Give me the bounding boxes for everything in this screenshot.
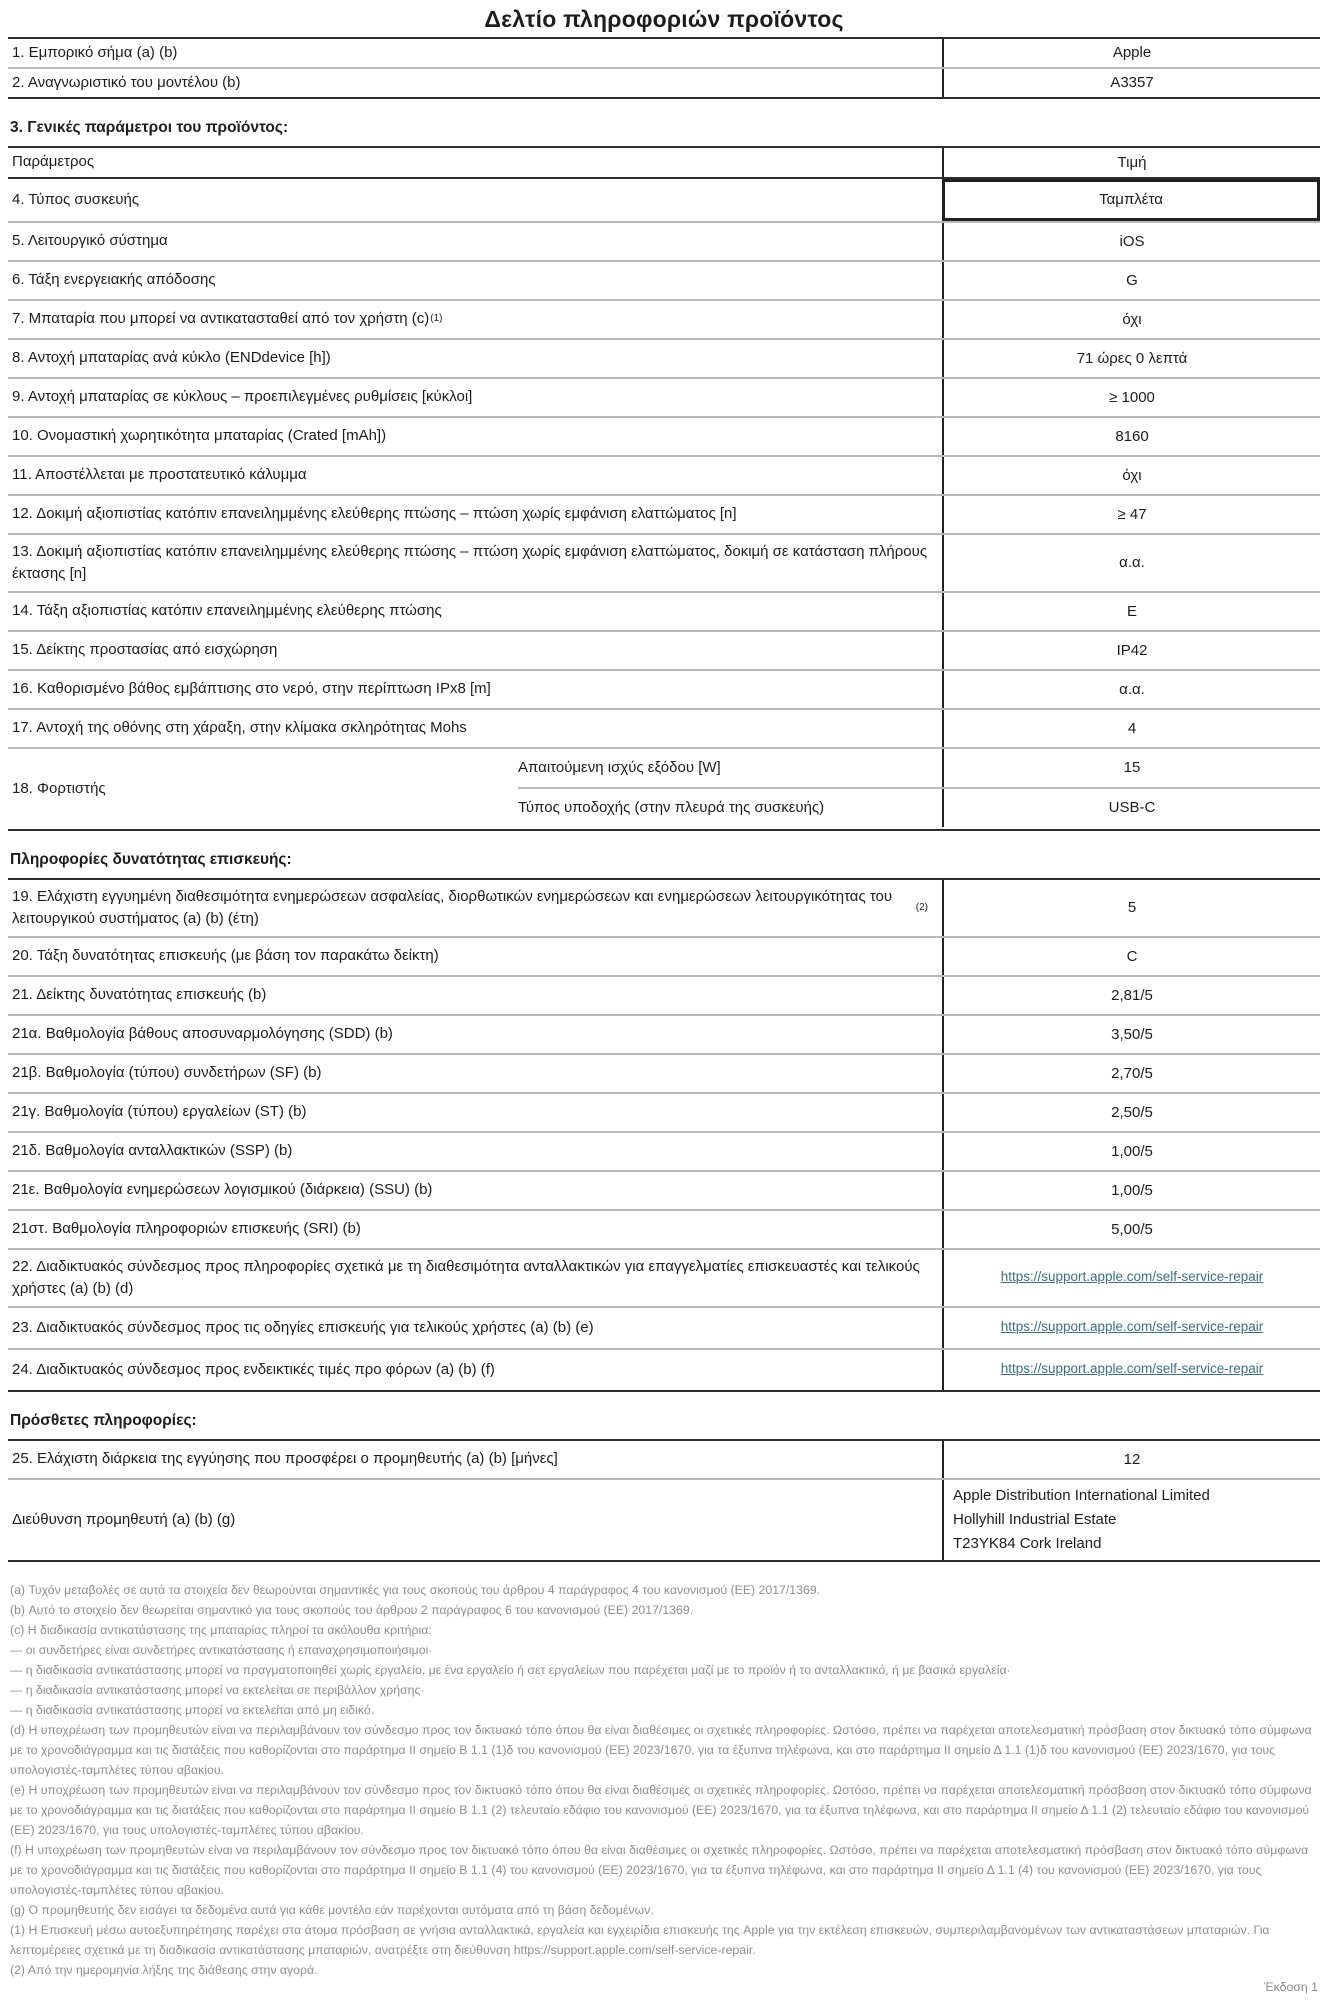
repairability-table: [8, 878, 1320, 1392]
row-label-text: 7. Μπαταρία που μπορεί να αντικατασταθεί από τον χρήστη (c): [12, 310, 430, 328]
row-value: 2,81/5: [942, 977, 1320, 1014]
table-row: [8, 591, 1320, 630]
address-line: T23YK84 Cork Ireland: [953, 1534, 1102, 1552]
row-label: 13. Δοκιμή αξιοπιστίας κατόπιν επανειλημμένης ελεύθερης πτώσης – πτώση χωρίς εμφάνιση ελαττώματος, δοκιμή σε κατάσταση πλήρους έκτασης [n]: [12, 542, 928, 582]
row-label: 21. Δείκτης δυνατότητας επισκευής (b): [12, 986, 267, 1004]
supplier-address: [942, 1480, 1320, 1560]
table-row: [8, 39, 1320, 67]
row-value: 3,50/5: [942, 1016, 1320, 1053]
row-value: iOS: [942, 223, 1320, 260]
row-label-text: 19. Ελάχιστη εγγυημένη διαθεσιμότητα ενημερώσεων ασφαλείας, διορθωτικών ενημερώσεων και ενημερώσεων λειτουργικότητας του λειτουργικού συστήματος (a) (b) (έτη): [12, 887, 893, 927]
row-value: [942, 1350, 1320, 1390]
device-type-value-box: Ταμπλέτα: [942, 179, 1320, 221]
column-header-parameter: Παράμετρος: [12, 153, 95, 171]
footnote-criterion: — η διαδικασία αντικατάστασης μπορεί να πραγματοποιηθεί χωρίς εργαλείο, με ένα εργαλείο ή σετ εργαλείων που παρέχεται μαζί με το προϊόν ή το ανταλλακτικό, ή με βασικά εργαλεία·: [10, 1662, 1011, 1677]
brand-model-table: [8, 37, 1320, 99]
row-label: 1. Εμπορικό σήμα (a) (b): [12, 44, 178, 61]
table-header-row: [8, 148, 1320, 179]
row-label: 11. Αποστέλλεται με προστατευτικό κάλυμμα: [12, 466, 307, 484]
row-value: 4: [942, 710, 1320, 747]
section-heading-general: 3. Γενικές παράμετροι του προϊόντος:: [10, 118, 289, 136]
table-row: [8, 708, 1320, 747]
row-label: 21δ. Βαθμολογία ανταλλακτικών (SSP) (b): [12, 1142, 293, 1160]
row-value: G: [942, 262, 1320, 299]
row-value: 1,00/5: [942, 1172, 1320, 1209]
footnote-criterion: — η διαδικασία αντικατάστασης μπορεί να εκτελείται από μη ειδικό.: [10, 1702, 375, 1717]
row-value: 8160: [942, 418, 1320, 455]
table-row: [8, 1209, 1320, 1248]
section-heading-additional: Πρόσθετες πληροφορίες:: [10, 1411, 197, 1429]
repair-instructions-link[interactable]: https://support.apple.com/self-service-repair: [1000, 1319, 1264, 1335]
row-label: 21γ. Βαθμολογία (τύπου) εργαλείων (ST) (b): [12, 1103, 307, 1121]
row-value: 5,00/5: [942, 1211, 1320, 1248]
supplier-address-lines: [953, 1484, 1210, 1556]
table-row: [8, 533, 1320, 591]
footnote: (g) Ο προμηθευτής δεν εισάγει τα δεδομένα αυτά για κάθε μοντέλο εάν παρέχονται αυτόματα από τη βάση δεδομένων.: [10, 1902, 654, 1917]
row-label: 25. Ελάχιστη διάρκεια της εγγύησης που προσφέρει ο προμηθευτής (a) (b) [μήνες]: [12, 1450, 558, 1468]
row-label: 21στ. Βαθμολογία πληροφοριών επισκευής (SRI) (b): [12, 1220, 361, 1238]
footnote: (c) Η διαδικασία αντικατάστασης της μπαταρίας πληροί τα ακόλουθα κριτήρια:: [10, 1622, 432, 1637]
table-row: [8, 221, 1320, 260]
table-row: [8, 1092, 1320, 1131]
table-row: [8, 299, 1320, 338]
footnote-criterion: — η διαδικασία αντικατάστασης μπορεί να εκτελείται σε περιβάλλον χρήσης·: [10, 1682, 425, 1697]
row-value: Apple: [942, 39, 1320, 67]
footnote: (b) Αυτό το στοιχείο δεν θεωρείται σημαντικό για τους σκοπούς του άρθρου 2 παράγραφος 6 του κανονισμού (ΕΕ) 2017/1369.: [10, 1602, 694, 1617]
row-value: όχι: [942, 457, 1320, 494]
row-label: 20. Τάξη δυνατότητας επισκευής (με βάση τον παρακάτω δείκτη): [12, 947, 439, 965]
row-value: 12: [942, 1441, 1320, 1478]
subrow-label: Τύπος υποδοχής (στην πλευρά της συσκευής): [518, 799, 825, 816]
address-line: Apple Distribution International Limited: [953, 1486, 1210, 1504]
row-label: 4. Τύπος συσκευής: [12, 190, 140, 208]
row-label: 12. Δοκιμή αξιοπιστίας κατόπιν επανειλημμένης ελεύθερης πτώσης – πτώση χωρίς εμφάνιση ελαττώματος [n]: [12, 505, 737, 523]
footnote: (d) Η υποχρέωση των προμηθευτών είναι να περιλαμβάνουν τον σύνδεσμο προς τον δικτυακό τόπο όπου θα είναι διαθέσιμες οι σχετικές πληροφορίες. Ωστόσο, πρέπει να παρέχεται αποτελεσματική πρόσβαση στον δικτυακό τόπο σύμφωνα με το χρονοδιάγραμμα και τις διατάξεις που καθορίζονται στο παράρτημα II σημείο B 1.1 (1)δ του κανονισμού (ΕΕ) 2023/1670, για τα έξυπνα τηλέφωνα, και στο παράρτημα II σημείο Δ 1.1 (1)δ του κανονισμού (ΕΕ) 2023/1670, για τους υπολογιστές-ταμπλέτες τύπου αβακίου.: [10, 1722, 1312, 1777]
table-row: [8, 630, 1320, 669]
row-label: 16. Καθορισμένο βάθος εμβάπτισης στο νερό, στην περίπτωση IPx8 [m]: [12, 680, 491, 698]
row-value: A3357: [942, 69, 1320, 97]
row-label: 6. Τάξη ενεργειακής απόδοσης: [12, 271, 216, 289]
row-label: 7. Μπαταρία που μπορεί να αντικατασταθεί από τον χρήστη (c) (1): [8, 301, 942, 338]
general-parameters-table: [8, 146, 1320, 831]
row-label: 5. Λειτουργικό σύστημα: [12, 232, 168, 250]
row-label: 2. Αναγνωριστικό του μοντέλου (b): [12, 73, 241, 91]
spare-parts-link[interactable]: https://support.apple.com/self-service-repair: [1000, 1269, 1264, 1285]
row-value: 5: [942, 880, 1320, 936]
footnote: (1) Η Επισκευή μέσω αυτοεξυπηρέτησης παρέχει στα άτομα πρόσβαση σε γνήσια ανταλλακτικά, εργαλεία και εγχειρίδια επισκευής της Apple για την εκτέλεση επισκευών, συμπεριλαμβανομένων των αντικαταστάσεων μπαταριών. Για λεπτομέρειες σχετικά με τη διαδικασία αντικατάστασης μπαταριών, ανατρέξτε στη διεύθυνση https://support.apple.com/self-service-repair.: [10, 1922, 1270, 1957]
table-row: [8, 1348, 1320, 1390]
footnote: (2) Από την ημερομηνία λήξης της διάθεσης στην αγορά.: [10, 1962, 318, 1977]
table-row: [8, 377, 1320, 416]
table-row: [8, 669, 1320, 708]
charger-subrow: [518, 749, 1320, 787]
row-label: 21α. Βαθμολογία βάθους αποσυναρμολόγησης (SDD) (b): [12, 1025, 393, 1043]
row-label: 23. Διαδικτυακός σύνδεσμος προς τις οδηγίες επισκευής για τελικούς χρήστες (a) (b) (e): [12, 1318, 594, 1336]
table-row: [8, 1170, 1320, 1209]
indicative-prices-link[interactable]: https://support.apple.com/self-service-repair: [1000, 1361, 1264, 1377]
charger-subrow: [518, 787, 1320, 827]
subrow-value: USB-C: [942, 789, 1320, 827]
row-label: 10. Ονομαστική χωρητικότητα μπαταρίας (Crated [mAh]): [12, 427, 387, 445]
table-row: [8, 975, 1320, 1014]
row-value: 71 ώρες 0 λεπτά: [942, 340, 1320, 377]
table-row: [8, 1014, 1320, 1053]
footnote: (a) Τυχόν μεταβολές σε αυτά τα στοιχεία δεν θεωρούνται σημαντικές για τους σκοπούς του άρθρου 4 παράγραφος 4 του κανονισμού (ΕΕ) 2017/1369.: [10, 1582, 821, 1597]
row-value: 1,00/5: [942, 1133, 1320, 1170]
footnote: (e) Η υποχρέωση των προμηθευτών είναι να περιλαμβάνουν τον σύνδεσμο προς τον δικτυακό τόπο όπου θα είναι διαθέσιμες οι σχετικές πληροφορίες. Ωστόσο, πρέπει να παρέχεται αποτελεσματική πρόσβαση στον δικτυακό τόπο σύμφωνα με το χρονοδιάγραμμα και τις διατάξεις που καθορίζονται στο παράρτημα II σημείο B 1.1 (2) τελευταίο εδάφιο του κανονισμού (ΕΕ) 2023/1670, για τα έξυπνα τηλέφωνα, και στο παράρτημα II σημείο Δ 1.1 (2) τελευταίο εδάφιο του κανονισμού (ΕΕ) 2023/1670, για τους υπολογιστές-ταμπλέτες τύπου αβακίου.: [10, 1782, 1312, 1837]
row-value: όχι: [942, 301, 1320, 338]
table-row: [8, 455, 1320, 494]
footnote: (f) Η υποχρέωση των προμηθευτών είναι να περιλαμβάνουν τον σύνδεσμο προς τον δικτυακό τόπο όπου θα είναι διαθέσιμες οι σχετικές πληροφορίες. Ωστόσο, πρέπει να παρέχεται αποτελεσματική πρόσβαση στον δικτυακό τόπο σύμφωνα με το χρονοδιάγραμμα και τις διατάξεις που καθορίζονται στο παράρτημα II σημείο B 1.1 (4) του κανονισμού (ΕΕ) 2023/1670, για τα έξυπνα τηλέφωνα, και στο παράρτημα II σημείο Δ 1.1 (4) του κανονισμού (ΕΕ) 2023/1670, για τους υπολογιστές-ταμπλέτες τύπου αβακίου.: [10, 1842, 1309, 1897]
row-value: [942, 1250, 1320, 1306]
table-row: [8, 1131, 1320, 1170]
row-value: α.α.: [942, 671, 1320, 708]
row-label: 19. Ελάχιστη εγγυημένη διαθεσιμότητα ενημερώσεων ασφαλείας, διορθωτικών ενημερώσεων και ενημερώσεων λειτουργικότητας του λειτουργικού συστήματος (a) (b) (έτη) (2): [8, 880, 942, 936]
row-label: 17. Αντοχή της οθόνης στη χάραξη, στην κλίμακα σκληρότητας Mohs: [12, 719, 467, 737]
subrow-value: 15: [942, 749, 1320, 787]
row-value: ≥ 47: [942, 496, 1320, 533]
version-label: Έκδοση 1: [1263, 1980, 1318, 1994]
supplier-address-row: [8, 1478, 1320, 1560]
address-line: Hollyhill Industrial Estate: [953, 1510, 1117, 1528]
row-value: IP42: [942, 632, 1320, 669]
row-label: 14. Τάξη αξιοπιστίας κατόπιν επανειλημμένης ελεύθερης πτώσης: [12, 602, 442, 620]
row-value: α.α.: [942, 535, 1320, 591]
row-label: 22. Διαδικτυακός σύνδεσμος προς πληροφορίες σχετικά με τη διαθεσιμότητα ανταλλακτικών για επαγγελματίες επισκευαστές και τελικούς χρήστες (a) (b) (d): [12, 1257, 920, 1297]
table-row: [8, 1441, 1320, 1478]
row-label: 15. Δείκτης προστασίας από εισχώρηση: [12, 641, 278, 659]
row-label: 9. Αντοχή μπαταρίας σε κύκλους – προεπιλεγμένες ρυθμίσεις [κύκλοι]: [12, 388, 473, 406]
row-value: C: [942, 938, 1320, 975]
charger-row: [8, 747, 1320, 829]
row-label: 24. Διαδικτυακός σύνδεσμος προς ενδεικτικές τιμές προ φόρων (a) (b) (f): [12, 1360, 495, 1378]
footnotes-block: [8, 1580, 1320, 1980]
column-header-value: Τιμή: [942, 148, 1320, 177]
page-title: Δελτίο πληροφοριών προϊόντος: [484, 6, 844, 32]
additional-info-table: [8, 1439, 1320, 1562]
charger-subtable: [518, 749, 1320, 829]
row-label: 21β. Βαθμολογία (τύπου) συνδετήρων (SF) (b): [12, 1064, 322, 1082]
row-value: 2,70/5: [942, 1055, 1320, 1092]
table-row: [8, 416, 1320, 455]
table-row: [8, 338, 1320, 377]
row-label: 8. Αντοχή μπαταρίας ανά κύκλο (ENDdevice [h]): [12, 349, 331, 367]
table-row: [8, 494, 1320, 533]
subrow-label: Απαιτούμενη ισχύς εξόδου [W]: [518, 759, 721, 776]
table-row: [8, 1053, 1320, 1092]
row-value: 2,50/5: [942, 1094, 1320, 1131]
row-value: [942, 1308, 1320, 1348]
table-row: [8, 67, 1320, 97]
table-row: [8, 1306, 1320, 1348]
charger-label: 18. Φορτιστής: [12, 780, 106, 797]
table-row: [8, 179, 1320, 221]
table-row: [8, 936, 1320, 975]
table-row: [8, 880, 1320, 936]
table-row: [8, 260, 1320, 299]
row-label: Διεύθυνση προμηθευτή (a) (b) (g): [12, 1510, 236, 1528]
row-value: ≥ 1000: [942, 379, 1320, 416]
row-label: 21ε. Βαθμολογία ενημερώσεων λογισμικού (διάρκεια) (SSU) (b): [12, 1181, 433, 1199]
row-value: E: [942, 593, 1320, 630]
footnote-criterion: — οι συνδετήρες είναι συνδετήρες αντικατάστασης ή επαναχρησιμοποιήσιμοι·: [10, 1642, 433, 1657]
table-row: [8, 1248, 1320, 1306]
section-heading-repairability: Πληροφορίες δυνατότητας επισκευής:: [10, 850, 292, 868]
